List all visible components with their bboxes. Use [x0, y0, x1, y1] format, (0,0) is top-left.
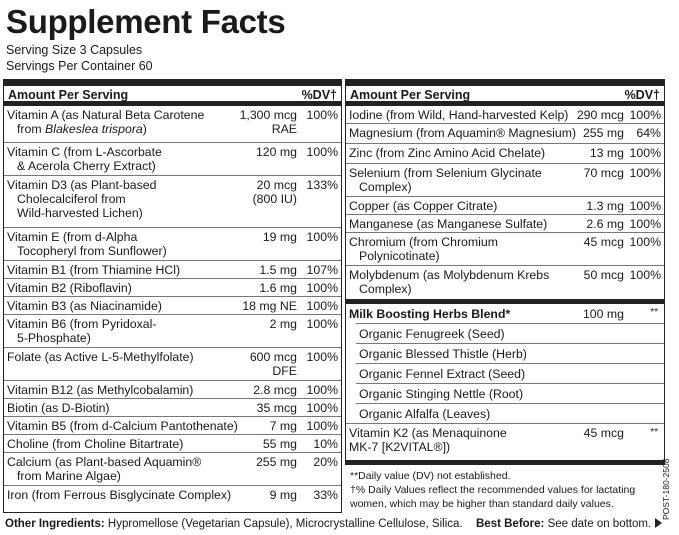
amount-unit-line: (800 IU)	[252, 192, 297, 206]
amount-line: 1.3 mg	[586, 199, 624, 213]
nutrient-dv: 64%	[636, 126, 661, 140]
dv-header: %DV†	[301, 88, 337, 102]
amount-line: 20 mcg	[256, 178, 297, 192]
nutrient-name	[7, 437, 183, 451]
nutrient-dv: 100%	[306, 383, 338, 397]
nutrient-row	[4, 106, 341, 143]
nutrient-row	[4, 381, 341, 399]
nutrient-name-line: Vitamin B12 (as Methylcobalamin)	[7, 383, 194, 397]
nutrient-row	[346, 233, 664, 266]
nutrient-amount	[256, 145, 297, 159]
nutrient-row	[346, 164, 664, 197]
nutrient-name-line: Folate (as Active L-5-Methylfolate)	[7, 350, 194, 364]
nutrient-name-line: Biotin (as D-Biotin)	[7, 401, 110, 415]
nutrient-name-line: Wild-harvested Lichen)	[17, 206, 143, 220]
nutrient-amount	[584, 235, 624, 249]
panel-header	[4, 80, 341, 106]
nutrient-name-line: from Blakeslea trispora)	[17, 122, 147, 136]
nutrient-name-line: Vitamin D3 (as Plant-based	[7, 178, 157, 192]
nutrient-row	[4, 315, 341, 348]
amount-line: 2 mg	[269, 317, 297, 331]
left-rows	[4, 106, 341, 506]
amount-unit-line: DFE	[272, 364, 297, 378]
nutrient-dv: 10%	[313, 437, 338, 451]
amount-line: 7 mg	[269, 419, 297, 433]
nutrient-source-italic: Blakeslea trispora	[45, 122, 143, 136]
nutrient-name-line: Vitamin C (from L-Ascorbate	[7, 145, 162, 159]
nutrient-name	[349, 217, 547, 231]
serving-size: Serving Size 3 Capsules	[6, 43, 143, 57]
nutrient-amount	[586, 217, 624, 231]
nutrient-amount	[259, 281, 297, 295]
nutrient-row	[346, 106, 664, 124]
nutrient-row	[4, 176, 341, 228]
other-ingredients-text: Hypromellose (Vegetarian Capsule), Microcrystalline Cellulose, Silica.	[104, 518, 463, 530]
amount-line: 55 mg	[262, 437, 297, 451]
nutrient-dv: 100%	[629, 235, 661, 249]
nutrient-name-line: from Marine Algae)	[17, 469, 121, 483]
blend-ingredient-name: Organic Fennel Extract (Seed)	[359, 367, 526, 381]
nutrient-amount	[253, 383, 297, 397]
nutrient-name	[7, 350, 194, 364]
footnotes	[345, 460, 665, 515]
nutrient-amount	[584, 268, 624, 282]
nutrient-row	[346, 144, 664, 164]
nutrient-name	[7, 230, 167, 258]
nutrient-row	[4, 348, 341, 381]
nutrient-dv: 100%	[306, 230, 338, 244]
nutrient-name-line: Complex)	[359, 282, 412, 296]
nutrient-row	[4, 297, 341, 315]
amount-line: 120 mg	[255, 145, 297, 159]
nutrient-name-line: Vitamin B3 (as Niacinamide)	[7, 299, 162, 313]
footnote-daily-values: †% Daily Values reflect the recommended values for lactating women, which may be higher than standard daily values.	[350, 484, 636, 510]
blend-qty: 100 mg	[582, 307, 624, 321]
nutrient-name-line: Vitamin B5 (from d-Calcium Pantothenate)	[7, 419, 238, 433]
nutrient-amount	[270, 419, 297, 433]
nutrient-dv: 100%	[629, 217, 661, 231]
nutrient-dv: 100%	[629, 108, 661, 122]
nutrient-name	[7, 178, 156, 220]
nutrient-name	[7, 419, 238, 433]
nutrient-dv: 100%	[629, 166, 661, 180]
nutrient-name	[349, 166, 542, 194]
nutrient-row	[346, 215, 664, 233]
nutrient-dv: 33%	[313, 488, 338, 502]
dv-header: %DV†	[624, 88, 660, 102]
nutrient-name	[7, 401, 110, 415]
nutrient-dv: 20%	[313, 455, 338, 469]
nutrient-name-line: Chromium (from Chromium	[349, 235, 498, 249]
amount-line: 18 mg NE	[242, 299, 297, 313]
right-rows	[346, 106, 664, 299]
nutrient-row	[4, 143, 341, 176]
nutrient-amount	[583, 126, 624, 140]
blend-ingredient	[356, 343, 664, 363]
blend-name: Milk Boosting Herbs Blend*	[349, 307, 511, 321]
nutrient-name	[7, 488, 231, 502]
nutrient-name	[349, 426, 507, 454]
amount-line: 19 mg	[262, 230, 297, 244]
blend-ingredient	[356, 383, 664, 403]
nutrient-name-line: Manganese (as Manganese Sulfate)	[349, 217, 548, 231]
servings-per-container: Servings Per Container 60	[6, 59, 153, 73]
nutrient-name-line: Vitamin A (as Natural Beta Carotene	[7, 108, 205, 122]
blend-dv: **	[650, 307, 658, 318]
nutrient-name-line: Iodine (from Wild, Hand-harvested Kelp)	[349, 108, 569, 122]
nutrient-amount	[257, 401, 297, 415]
amount-line: 2.8 mcg	[253, 383, 297, 397]
nutrient-name-line: Magnesium (from Aquamin® Magnesium)	[349, 126, 577, 140]
nutrient-row	[4, 417, 341, 435]
nutrient-name	[7, 299, 162, 313]
amount-line: 9 mg	[269, 488, 297, 502]
nutrient-name-line: Vitamin B6 (from Pyridoxal-	[7, 317, 157, 331]
amount-line: 1.5 mg	[259, 263, 297, 277]
nutrient-row	[4, 453, 341, 486]
amount-line: 70 mcg	[583, 166, 624, 180]
blend-ingredient-name: Organic Blessed Thistle (Herb)	[359, 347, 527, 361]
nutrient-name	[349, 126, 576, 140]
nutrient-amount	[242, 299, 297, 313]
nutrient-amount	[253, 178, 297, 206]
nutrient-name	[7, 281, 132, 295]
amount-line: 13 mg	[589, 146, 624, 160]
nutrient-name-line: Tocopheryl from Sunflower)	[17, 244, 167, 258]
amount-line: 600 mcg	[249, 350, 297, 364]
amount-unit-line: RAE	[271, 122, 297, 136]
nutrient-amount	[263, 437, 297, 451]
left-nutrient-panel	[3, 79, 342, 513]
amount-line: 1.6 mg	[259, 281, 297, 295]
amount-line: 2.6 mg	[586, 217, 624, 231]
nutrient-row	[4, 399, 341, 417]
amount-line: 1,300 mcg	[239, 108, 297, 122]
amount-header: Amount Per Serving	[350, 88, 471, 102]
nutrient-name-line: Calcium (as Plant-based Aquamin®	[7, 455, 202, 469]
nutrient-amount	[259, 263, 297, 277]
amount-line: 45 mcg	[583, 235, 624, 249]
nutrient-name-line: Choline (from Choline Bitartrate)	[7, 437, 184, 451]
blend-ingredient	[356, 403, 664, 423]
nutrient-dv: 100%	[629, 146, 661, 160]
amount-line: 50 mcg	[583, 268, 624, 282]
nutrient-dv: 100%	[306, 419, 338, 433]
nutrient-dv: 133%	[306, 178, 338, 192]
nutrient-amount	[263, 230, 297, 244]
nutrient-name	[349, 235, 498, 263]
nutrient-dv: 100%	[306, 145, 338, 159]
nutrient-amount	[270, 317, 297, 331]
nutrient-name-line: 5-Phosphate)	[17, 331, 91, 345]
blend-row	[346, 299, 664, 323]
nutrient-name	[7, 383, 193, 397]
nutrient-name-line: Complex)	[359, 180, 412, 194]
amount-line: 255 mg	[255, 455, 297, 469]
nutrient-name	[7, 455, 201, 483]
product-code: POST-180-2508	[661, 458, 671, 520]
blend-ingredient-name: Organic Fenugreek (Seed)	[359, 327, 505, 341]
nutrient-name	[7, 263, 180, 277]
nutrient-amount	[586, 199, 624, 213]
nutrient-amount	[270, 488, 297, 502]
nutrient-row	[346, 423, 664, 459]
nutrient-name	[7, 317, 156, 345]
other-ingredients	[5, 518, 463, 530]
nutrient-dv: 100%	[629, 199, 661, 213]
nutrient-name-line: Vitamin K2 (as Menaquinone	[349, 426, 507, 440]
nutrient-dv: 100%	[629, 268, 661, 282]
nutrient-dv: 100%	[306, 401, 338, 415]
nutrient-dv: 100%	[306, 317, 338, 331]
nutrient-name-line: Polynicotinate)	[359, 249, 440, 263]
nutrient-row	[4, 435, 341, 453]
nutrient-amount: 45 mcg	[583, 426, 624, 440]
nutrient-name	[349, 199, 497, 213]
page-title: Supplement Facts	[6, 3, 286, 40]
nutrient-name-line: Iron (from Ferrous Bisglycinate Complex)	[7, 488, 232, 502]
nutrient-amount	[584, 166, 624, 180]
nutrient-dv: 100%	[306, 350, 338, 364]
nutrient-name	[349, 146, 545, 160]
nutrient-name	[7, 145, 162, 173]
nutrient-amount	[240, 108, 297, 136]
nutrient-name-line: Vitamin B1 (from Thiamine HCl)	[7, 263, 181, 277]
nutrient-name	[7, 108, 204, 136]
nutrient-dv: 100%	[306, 281, 338, 295]
best-before-text: See date on bottom.	[544, 518, 652, 530]
nutrient-row	[346, 266, 664, 299]
best-before	[476, 518, 662, 530]
nutrient-row	[4, 228, 341, 261]
nutrient-name	[349, 268, 549, 296]
nutrient-row	[346, 124, 664, 144]
nutrient-name-line: Cholecalciferol from	[17, 192, 126, 206]
nutrient-dv: 107%	[306, 263, 338, 277]
nutrient-name	[349, 108, 568, 122]
nutrient-name-line: Selenium (from Selenium Glycinate	[349, 166, 542, 180]
blend-ingredient	[356, 323, 664, 343]
nutrient-row	[346, 197, 664, 215]
nutrient-row	[4, 486, 341, 506]
nutrient-row	[4, 261, 341, 279]
blend-items	[346, 323, 664, 423]
right-nutrient-panel	[345, 79, 665, 465]
blend-ingredient	[356, 363, 664, 383]
nutrient-amount	[256, 455, 297, 469]
other-ingredients-label: Other Ingredients:	[5, 518, 105, 530]
nutrient-name-line: & Acerola Cherry Extract)	[17, 159, 156, 173]
nutrient-name-line: Vitamin E (from d-Alpha	[7, 230, 138, 244]
amount-line: 255 mg	[582, 126, 624, 140]
nutrient-dv: 100%	[306, 299, 338, 313]
nutrient-name-line: Copper (as Copper Citrate)	[349, 199, 498, 213]
blend-ingredient-name: Organic Stinging Nettle (Root)	[359, 387, 524, 401]
amount-line: 35 mcg	[256, 401, 297, 415]
footnote-dv-not-established: **Daily value (DV) not established.	[350, 470, 511, 482]
blend-ingredient-name: Organic Alfalfa (Leaves)	[359, 407, 491, 421]
nutrient-row	[4, 279, 341, 297]
panel-header	[346, 80, 664, 106]
best-before-label: Best Before:	[476, 518, 545, 530]
nutrient-name-line: Zinc (from Zinc Amino Acid Chelate)	[349, 146, 546, 160]
nutrient-dv: **	[650, 427, 658, 438]
nutrient-amount	[577, 108, 624, 122]
nutrient-name-line: MK-7 [K2VITAL®])	[349, 440, 451, 454]
k2-row	[346, 423, 664, 459]
amount-line: 290 mcg	[576, 108, 624, 122]
nutrient-dv: 100%	[306, 108, 338, 122]
nutrient-name-line: Vitamin B2 (Riboflavin)	[7, 281, 132, 295]
nutrient-amount	[590, 146, 624, 160]
nutrient-name-line: Molybdenum (as Molybdenum Krebs	[349, 268, 550, 282]
nutrient-amount	[250, 350, 297, 378]
amount-header: Amount Per Serving	[8, 88, 129, 102]
